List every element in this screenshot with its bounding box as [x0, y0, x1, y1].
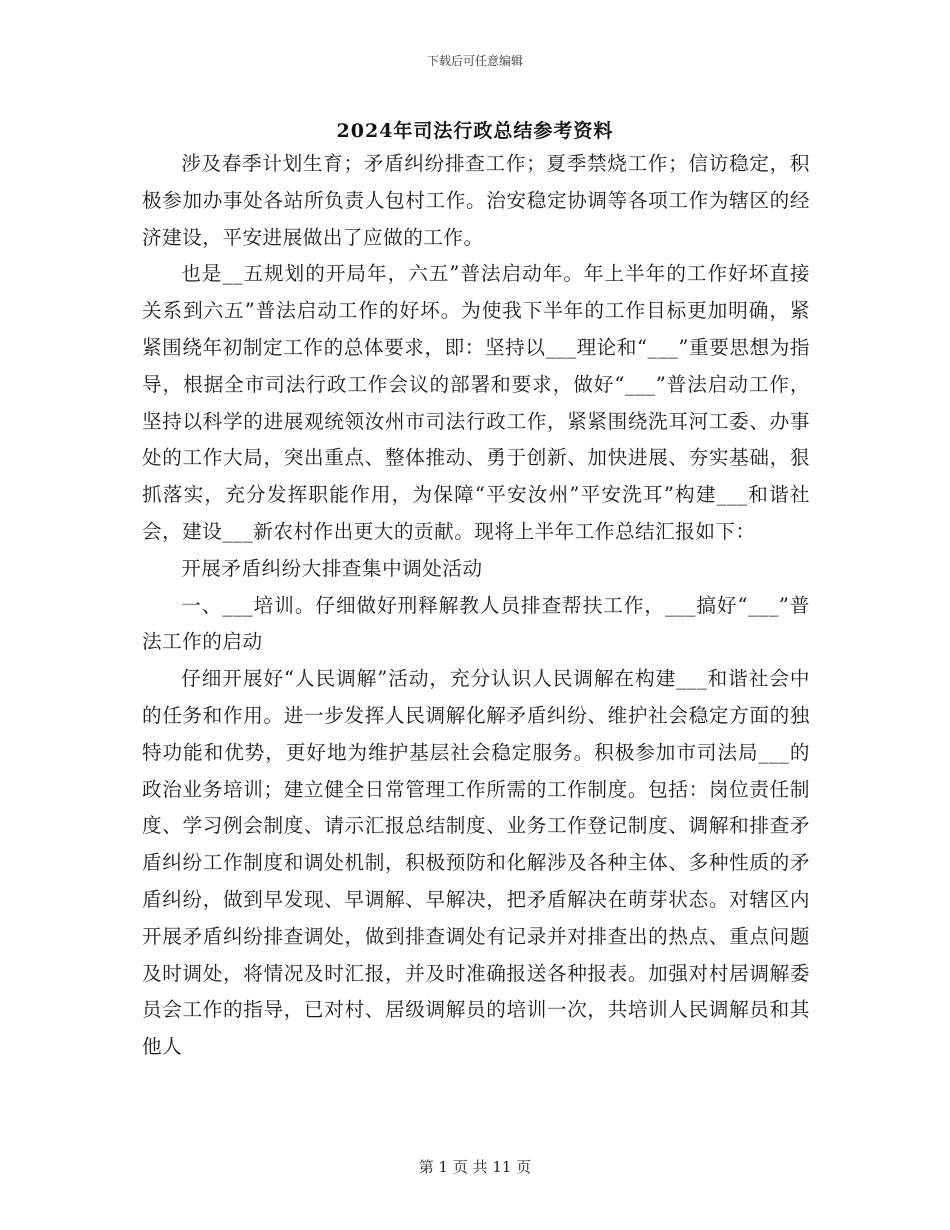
paragraph: 也是__五规划的开局年，六五”普法启动年。年上半年的工作好坏直接关系到六五”普法启动工作的好坏。为使我下半年的工作目标更加明确，紧紧围绕年初制定工作的总体要求，即：坚持以___理论和“___”重要思想为指导，根据全市司法行政工作会议的部署和要求，做好“___”普法启动工作，坚持以科学的进展观统领汝州市司法行政工作，紧紧围绕洗耳河工委、办事处的工作大局，突出重点、整体推动、勇于创新、加快进展、夯实基础，狠抓落实，充分发挥职能作用，为保障“平安汝州”平安洗耳”构建___和谐社会，建设___新农村作出更大的贡献。现将上半年工作总结汇报如下：	[142, 262, 810, 543]
paragraph: 涉及春季计划生育；矛盾纠纷排查工作；夏季禁烧工作；信访稳定，积极参加办事处各站所负责人包村工作。治安稳定协调等各项工作为辖区的经济建设，平安进展做出了应做的工作。	[142, 152, 810, 249]
paragraph: 一、___培训。仔细做好刑释解教人员排查帮扶工作，___搞好“___”普法工作的启动	[142, 593, 810, 654]
document-body	[142, 146, 810, 1066]
page-number: 第 1 页 共 11 页	[418, 1158, 532, 1176]
document-title: 2024年司法行政总结参考资料	[336, 120, 614, 142]
page-header-note: 下载后可任意编辑	[426, 54, 523, 68]
paragraph: 仔细开展好“人民调解”活动，充分认识人民调解在构建___和谐社会中的任务和作用。进一步发挥人民调解化解矛盾纠纷、维护社会稳定方面的独特功能和优势，更好地为维护基层社会稳定服务。积极参加市司法局___的政治业务培训；建立健全日常管理工作所需的工作制度。包括：岗位责任制度、学习例会制度、请示汇报总结制度、业务工作登记制度、调解和排查矛盾纠纷工作制度和调处机制，积极预防和化解涉及各种主体、多种性质的矛盾纠纷，做到早发现、早调解、早解决，把矛盾解决在萌芽状态。对辖区内开展矛盾纠纷排查调处，做到排查调处有记录并对排查出的热点、重点问题及时调处，将情况及时汇报，并及时准确报送各种报表。加强对村居调解委员会工作的指导，已对村、居级调解员的培训一次，共培训人民调解员和其他人	[142, 667, 810, 1059]
paragraph: 开展矛盾纠纷大排查集中调处活动	[181, 556, 483, 580]
